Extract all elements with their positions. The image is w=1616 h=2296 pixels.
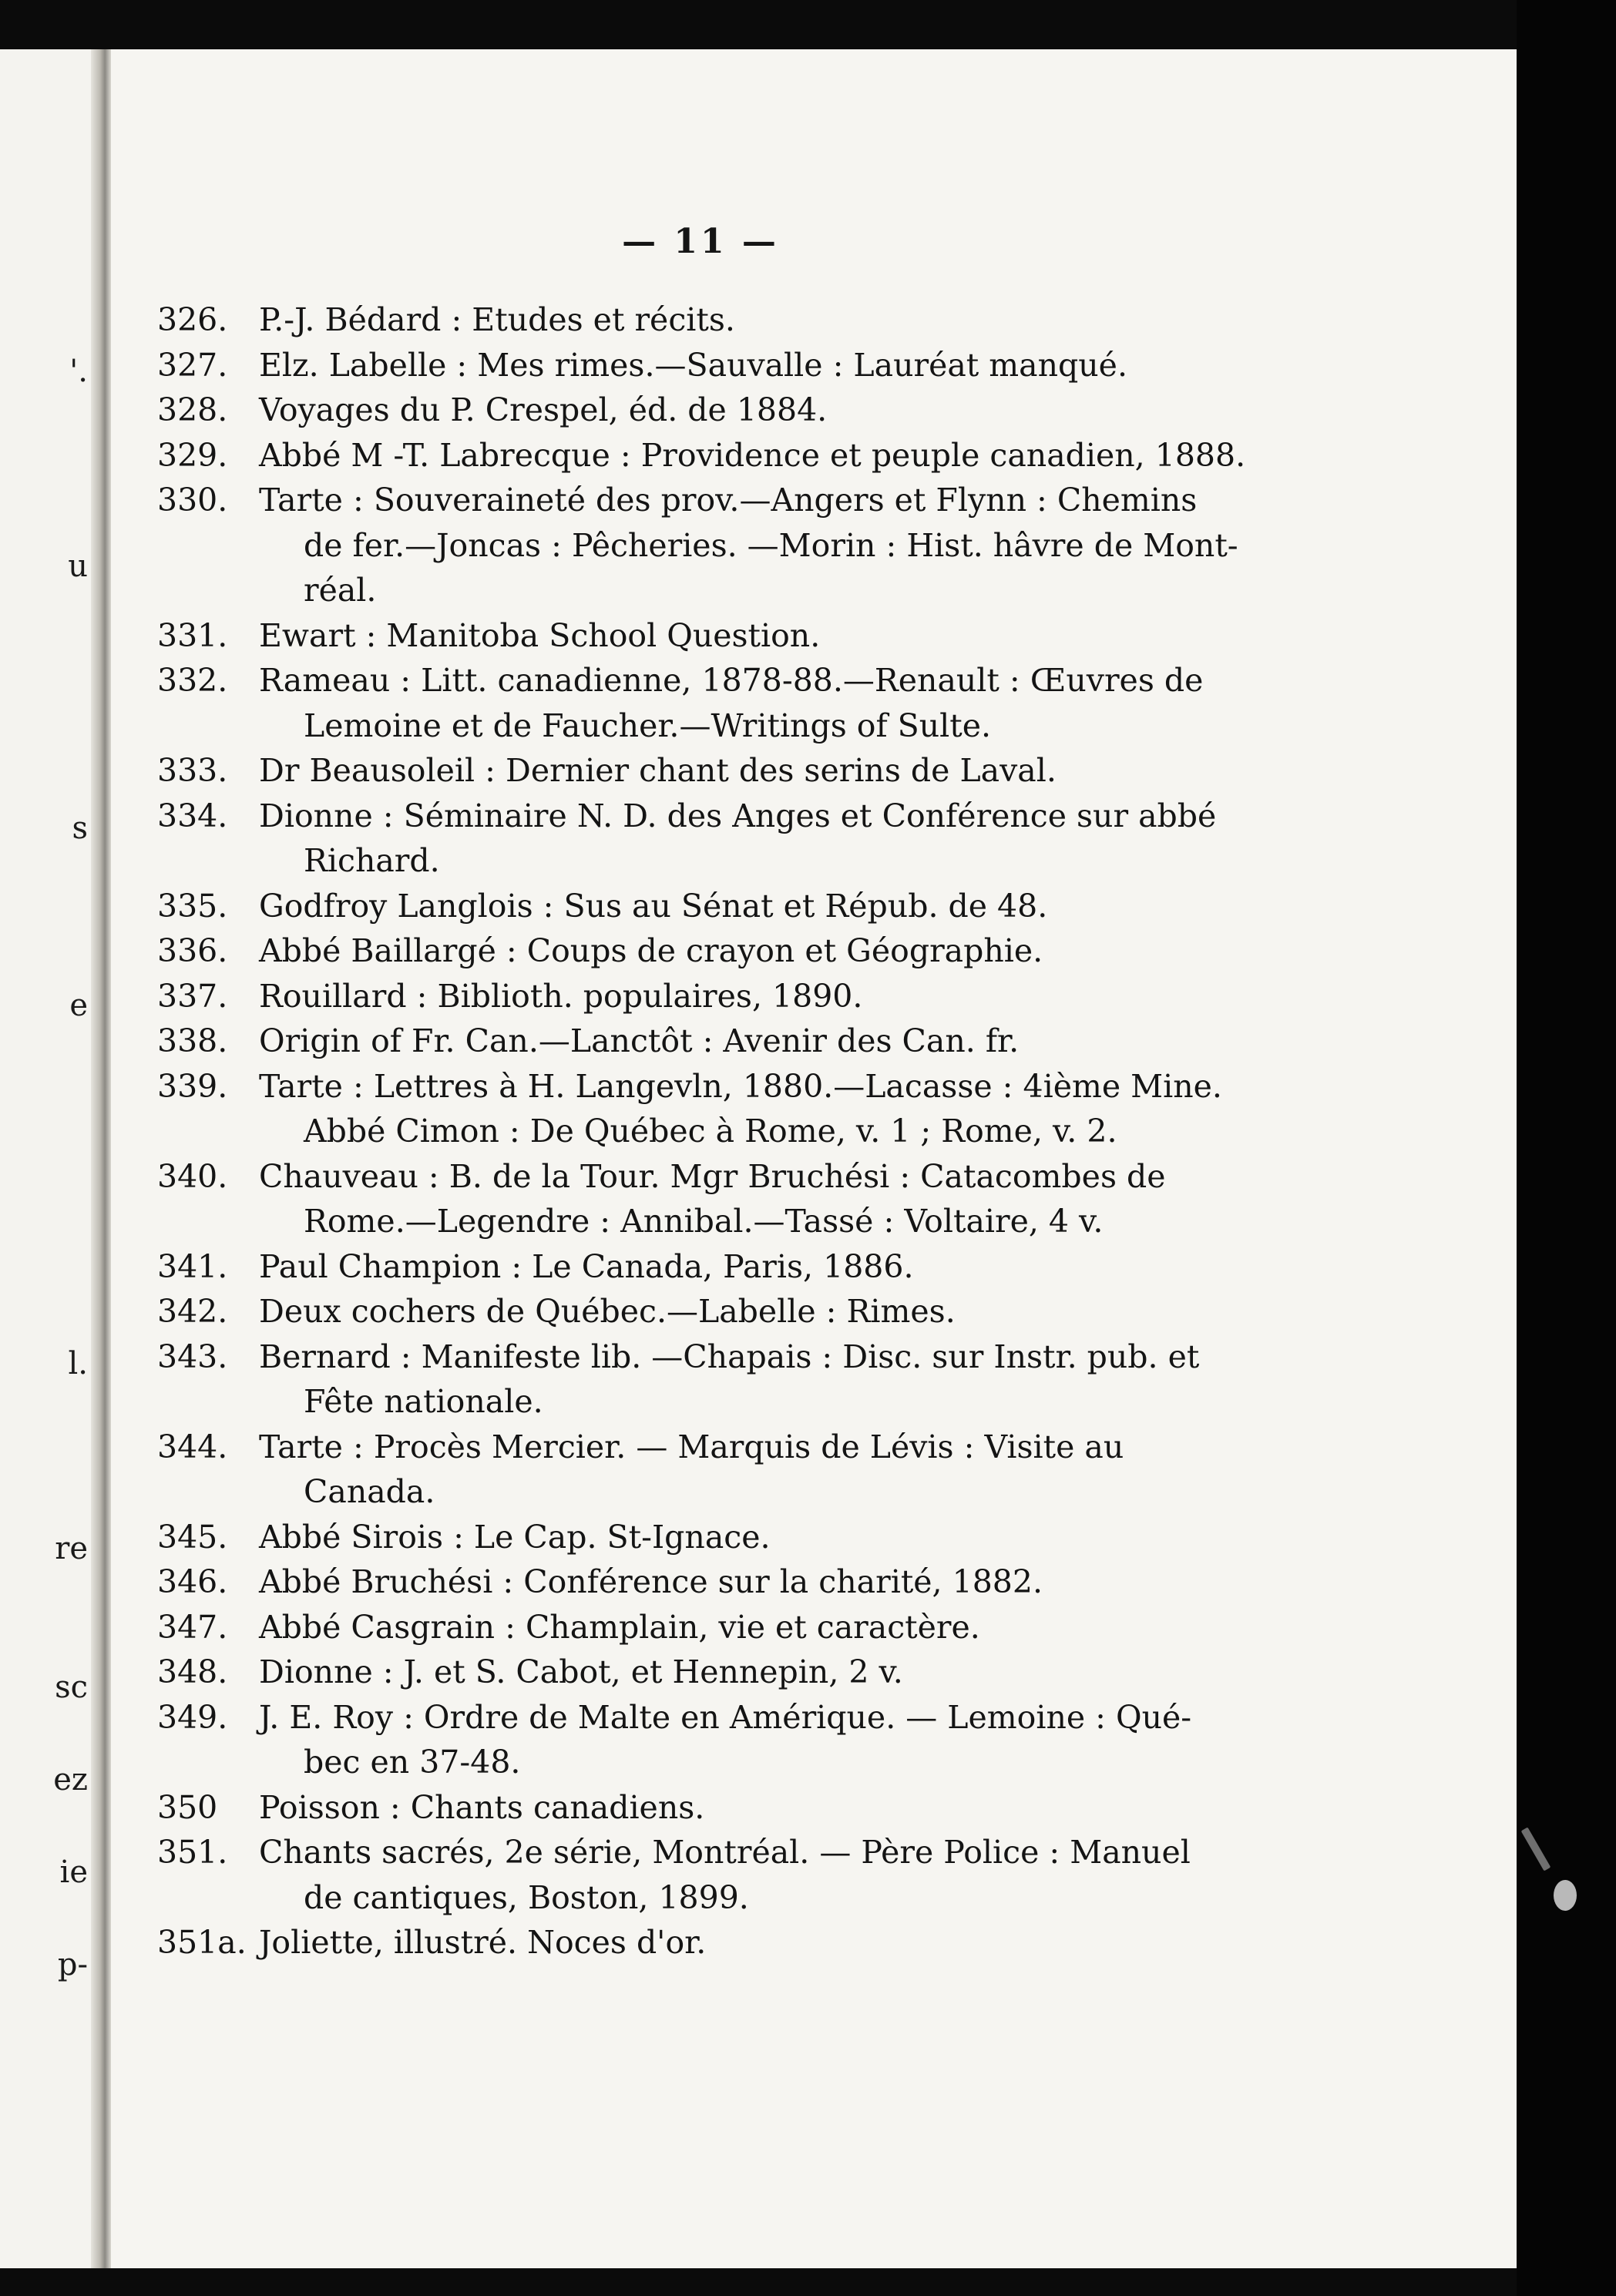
entry-number: 351. <box>157 1834 228 1871</box>
facing-page-fragment-text: e <box>69 988 88 1023</box>
entry-text <box>259 1334 1322 1425</box>
entry-number: 347. <box>157 1608 228 1646</box>
entry-text <box>259 1244 1322 1290</box>
entry-number: 326. <box>157 301 228 338</box>
entry-text-line: Paul Champion : Le Canada, Paris, 1886. <box>259 1247 914 1285</box>
entry-number: 339. <box>157 1067 228 1105</box>
entry-text <box>259 1289 1322 1334</box>
entry-text-line: Joliette, illustré. Noces d'or. <box>259 1924 707 1961</box>
entry-text-line: Elz. Labelle : Mes rimes.—Sauvalle : Lauréat manqué. <box>259 346 1127 384</box>
facing-page-fragment-text: '. <box>69 354 88 389</box>
facing-page-fragment-text: re <box>55 1531 88 1566</box>
entry-text-line: Lemoine et de Faucher.—Writings of Sulte. <box>304 707 992 744</box>
entry-text-line: Poisson : Chants canadiens. <box>259 1788 705 1826</box>
entry-text-line: Tarte : Lettres à H. Langevln, 1880.—Lacasse : 4ième Mine. <box>259 1067 1222 1105</box>
entry-number: 349. <box>157 1698 228 1736</box>
entry-text-line: Deux cochers de Québec.—Labelle : Rimes. <box>259 1293 956 1330</box>
entry-number: 342. <box>157 1293 228 1330</box>
entry-text-line: Rameau : Litt. canadienne, 1878-88.—Renault : Œuvres de <box>259 662 1204 699</box>
entry-text-line: réal. <box>304 572 377 609</box>
entry-text-line: Abbé Cimon : De Québec à Rome, v. 1 ; Rome, v. 2. <box>304 1113 1117 1150</box>
entry-text-line: Origin of Fr. Can.—Lanctôt : Avenir des Can. fr. <box>259 1022 1020 1059</box>
page-number: — 11 — <box>622 222 779 261</box>
entry-text-line: de cantiques, Boston, 1899. <box>304 1878 749 1916</box>
entry-text-line: Godfroy Langlois : Sus au Sénat et Répub. de 48. <box>259 887 1048 925</box>
book-page <box>111 49 1517 2268</box>
entry-text <box>259 974 1322 1019</box>
entry-number: 344. <box>157 1428 228 1465</box>
entry-text-line: Rome.—Legendre : Annibal.—Tassé : Voltaire, 4 v. <box>304 1203 1104 1240</box>
entry-text-line: Ewart : Manitoba School Question. <box>259 616 821 654</box>
entry-number: 333. <box>157 752 228 789</box>
entry-text-line: Voyages du P. Crespel, éd. de 1884. <box>259 391 828 428</box>
entry-text-line: Abbé M -T. Labrecque : Providence et peuple canadien, 1888. <box>259 436 1246 474</box>
facing-page-fragment-text: s <box>72 811 88 846</box>
entry-text-line: Abbé Bruchési : Conférence sur la charité, 1882. <box>259 1563 1043 1600</box>
entry-text-line: Chauveau : B. de la Tour. Mgr Bruchési : Catacombes de <box>259 1157 1166 1195</box>
entry-number: 336. <box>157 932 228 969</box>
entry-text-line: Bernard : Manifeste lib. —Chapais : Disc. sur Instr. pub. et <box>259 1338 1200 1375</box>
entry-text <box>259 613 1322 659</box>
entry-text-line: Chants sacrés, 2e série, Montréal. — Père Police : Manuel <box>259 1834 1191 1871</box>
entry-text <box>259 297 1322 343</box>
entry-text-line: Abbé Casgrain : Champlain, vie et caractère. <box>259 1608 980 1646</box>
scan-artifact <box>1521 1828 1551 1871</box>
facing-page-fragment-text: ez <box>53 1762 88 1798</box>
scan-artifact <box>1554 1880 1577 1911</box>
entry-text <box>259 1559 1322 1605</box>
entry-text <box>259 794 1322 884</box>
entry-text-line: P.-J. Bédard : Etudes et récits. <box>259 301 735 338</box>
entry-number: 341. <box>157 1247 228 1285</box>
entry-text <box>259 433 1322 478</box>
entry-text <box>259 1650 1322 1695</box>
entry-text-line: Abbé Baillargé : Coups de crayon et Géographie. <box>259 932 1043 969</box>
book-gutter <box>91 49 111 2268</box>
entry-text-line: bec en 37-48. <box>304 1744 521 1781</box>
entry-text <box>259 388 1322 433</box>
entry-text-line: Canada. <box>304 1473 435 1510</box>
entry-text <box>259 1515 1322 1560</box>
entry-text <box>259 343 1322 388</box>
entry-text <box>259 928 1322 974</box>
entry-text-line: Dr Beausoleil : Dernier chant des serins de Laval. <box>259 752 1057 789</box>
entry-text-line: Dionne : J. et S. Cabot, et Hennepin, 2 v. <box>259 1653 903 1690</box>
entry-number: 348. <box>157 1653 228 1690</box>
entry-text <box>259 658 1322 748</box>
entry-number: 328. <box>157 391 228 428</box>
entry-number: 351a. <box>157 1924 247 1961</box>
entry-text <box>259 748 1322 794</box>
entry-text-line: Fête nationale. <box>304 1383 543 1420</box>
entry-text <box>259 478 1322 613</box>
entry-text <box>259 1695 1322 1785</box>
facing-page-fragment-text: l. <box>68 1346 88 1381</box>
entry-number: 337. <box>157 977 228 1015</box>
entry-number: 327. <box>157 346 228 384</box>
entry-text-line: Dionne : Séminaire N. D. des Anges et Conférence sur abbé <box>259 797 1217 834</box>
entry-text-line: Tarte : Souveraineté des prov.—Angers et Flynn : Chemins <box>259 482 1198 519</box>
entry-number: 331. <box>157 616 228 654</box>
entry-text <box>259 1064 1322 1154</box>
entry-number: 338. <box>157 1022 228 1059</box>
entry-number: 346. <box>157 1563 228 1600</box>
entry-number: 332. <box>157 662 228 699</box>
scan-background <box>1517 0 1616 2296</box>
entry-number: 343. <box>157 1338 228 1375</box>
entry-text <box>259 1425 1322 1515</box>
entry-number: 330. <box>157 482 228 519</box>
facing-page-fragment-text: ie <box>59 1855 88 1890</box>
entry-text <box>259 1605 1322 1650</box>
entry-text-line: Abbé Sirois : Le Cap. St-Ignace. <box>259 1518 771 1556</box>
entry-text <box>259 1154 1322 1244</box>
entry-number: 350 <box>157 1788 218 1826</box>
entry-text <box>259 884 1322 929</box>
entry-text <box>259 1920 1322 1965</box>
entry-text-line: Tarte : Procès Mercier. — Marquis de Lévis : Visite au <box>259 1428 1124 1465</box>
entry-text <box>259 1785 1322 1831</box>
facing-page-fragment-text: p- <box>57 1947 88 1982</box>
entry-text <box>259 1019 1322 1064</box>
entry-number: 329. <box>157 436 228 474</box>
entry-number: 335. <box>157 887 228 925</box>
entry-number: 340. <box>157 1157 228 1195</box>
entry-text-line: Rouillard : Biblioth. populaires, 1890. <box>259 977 863 1015</box>
entry-number: 345. <box>157 1518 228 1556</box>
entry-number: 334. <box>157 797 228 834</box>
facing-page-fragment-text: sc <box>55 1670 88 1705</box>
entry-text-line: J. E. Roy : Ordre de Malte en Amérique. — Lemoine : Qué- <box>259 1698 1192 1736</box>
entry-text-line: Richard. <box>304 842 440 879</box>
facing-page-fragment-text: u <box>68 549 88 584</box>
entry-text-line: de fer.—Joncas : Pêcheries. —Morin : Hist. hâvre de Mont- <box>304 526 1238 564</box>
entry-text <box>259 1830 1322 1920</box>
